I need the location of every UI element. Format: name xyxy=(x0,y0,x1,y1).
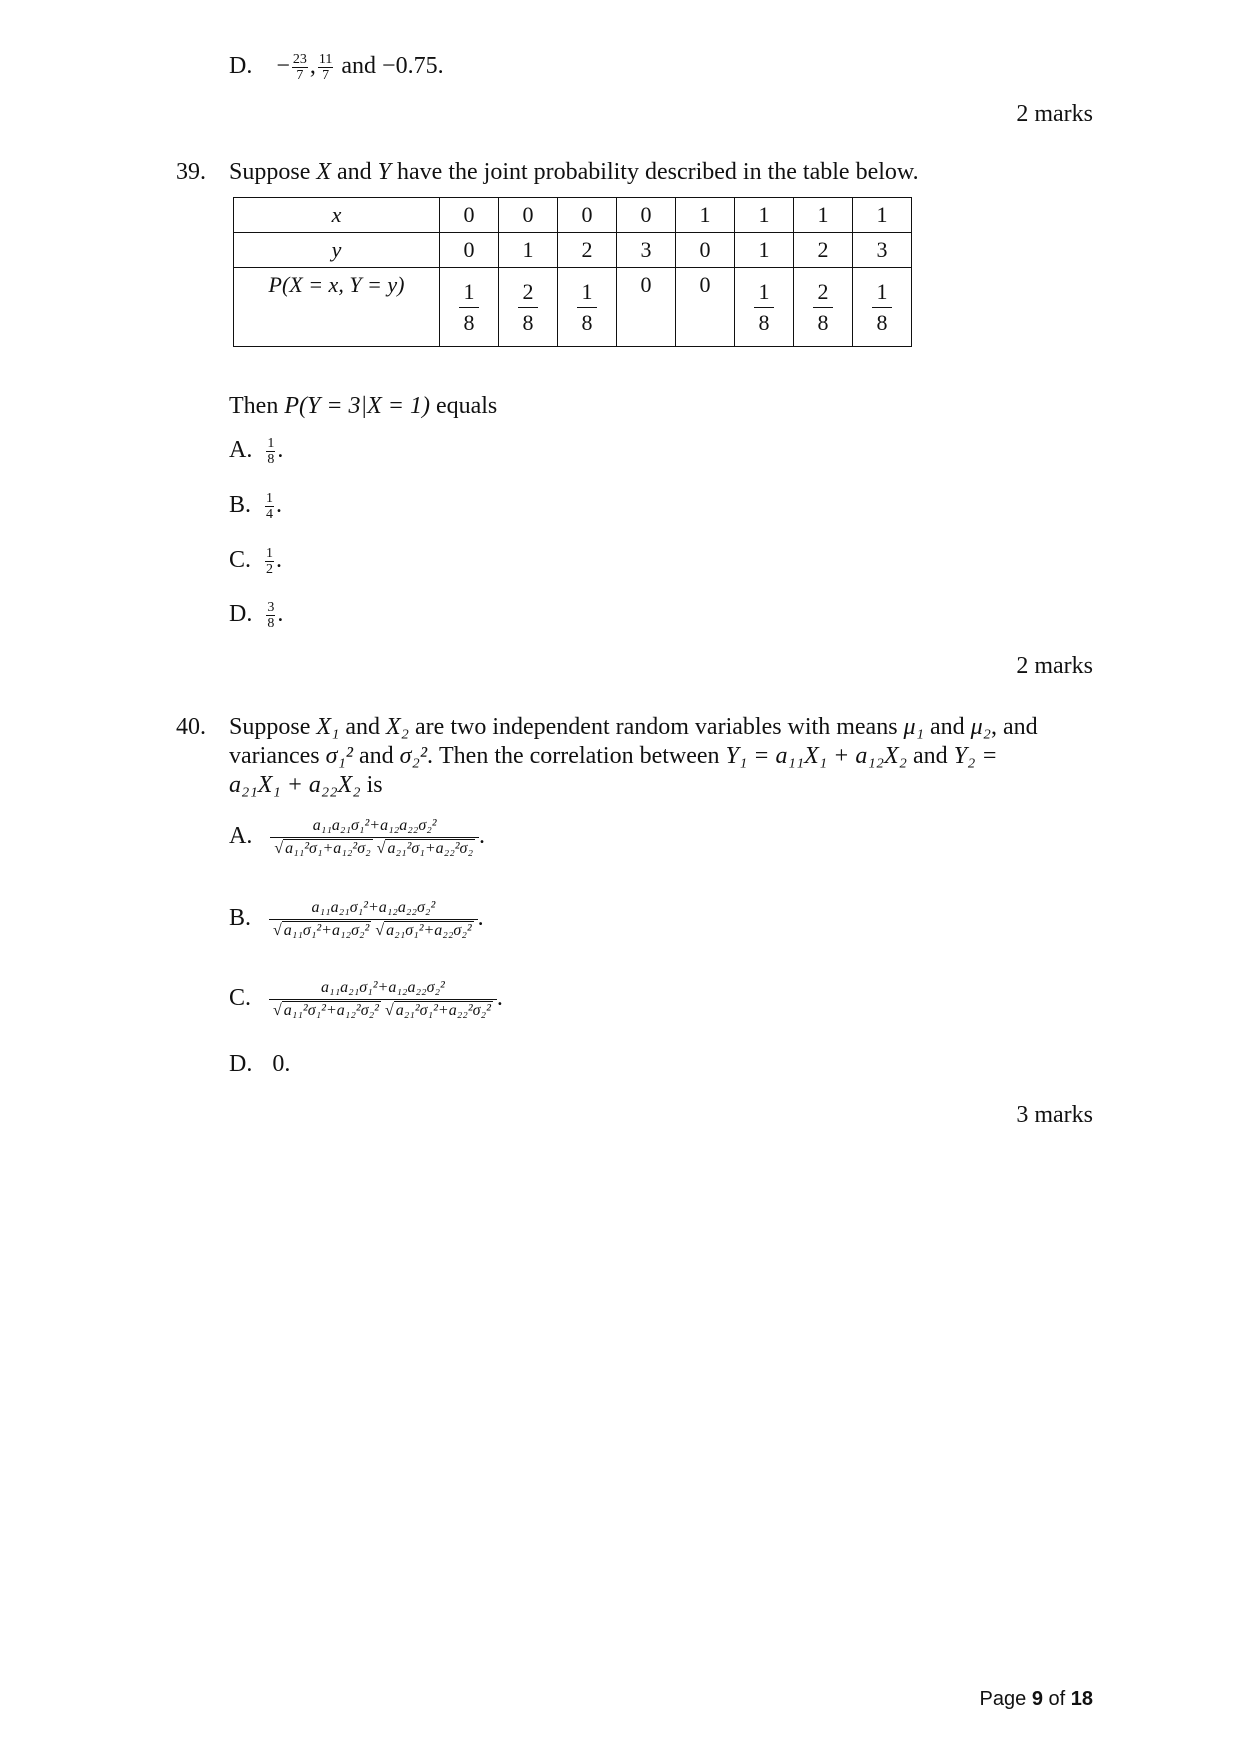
y-cell: 2 xyxy=(794,233,853,268)
y-cell: 1 xyxy=(735,233,794,268)
frac-num: 3 xyxy=(267,600,275,615)
math-var: μ₂ xyxy=(970,714,991,740)
frac-den: 8 xyxy=(581,309,593,335)
frac-den: 4 xyxy=(266,507,274,522)
frac-den: 7 xyxy=(322,68,330,83)
x-cell: 1 xyxy=(794,198,853,233)
frac-num: 11 xyxy=(318,52,333,67)
frac-num: a₁₁a₂₁σ₁²+a₁₂a₂₂σ₂² xyxy=(311,899,436,916)
stem-text: . Then the correlation between xyxy=(427,743,726,769)
q39-question xyxy=(229,392,497,420)
table-row-probability xyxy=(234,268,912,347)
table-row-x xyxy=(234,198,912,233)
x-cell: 1 xyxy=(735,198,794,233)
math-var: Y xyxy=(377,159,392,185)
frac-den: 2 xyxy=(266,562,274,577)
math-var: μ₁ xyxy=(903,714,924,740)
y-cell: 3 xyxy=(853,233,912,268)
of-word: of xyxy=(1048,1688,1066,1710)
q40-option-b: B. $\frac{\text{a₁₁a₂₁σ₁²+a₁₂a₂₂σ₂²}}{\text{√ a₁₁σ₁²+a₁₂σ₂² √ a₂₁σ₁²+a₂₂σ₂²}}$ . xyxy=(229,899,484,939)
x-cell: 0 xyxy=(440,198,499,233)
q39-option-b: B. $\frac{1}{4}$ . xyxy=(229,491,283,522)
q40-line1 xyxy=(229,713,1038,741)
frac-den: 8 xyxy=(817,309,829,335)
q40-line2 xyxy=(229,742,998,770)
option-letter: D. xyxy=(229,53,253,80)
option-letter: A. xyxy=(229,437,253,464)
y-cell: 3 xyxy=(617,233,676,268)
prob-cell: 0 xyxy=(617,268,676,347)
option-letter: B. xyxy=(229,492,252,519)
math-expression: Y₁ = a₁₁X₁ + a₁₂X₂ xyxy=(725,743,908,769)
row-label: y xyxy=(234,233,440,268)
y-cell: 1 xyxy=(499,233,558,268)
marks-39: 2 marks xyxy=(1016,653,1093,679)
row-label: x xyxy=(234,198,440,233)
frac-num: a₁₁a₂₁σ₁²+a₁₂a₂₂σ₂² xyxy=(312,817,437,834)
q39-option-c: C. $\frac{1}{2}$ . xyxy=(229,546,283,577)
stem-text: have the joint probability described in the table below. xyxy=(391,159,919,185)
frac-num: 1 xyxy=(266,491,274,506)
math-var: X₂ xyxy=(386,714,410,740)
marks-40: 3 marks xyxy=(1016,1102,1093,1128)
fraction xyxy=(292,52,308,83)
neg-sign: − xyxy=(276,53,290,80)
prob-cell xyxy=(853,268,912,347)
math-expression: Y₂ = xyxy=(953,743,998,769)
x-cell: 0 xyxy=(617,198,676,233)
q39-number: 39. xyxy=(176,159,206,185)
option-letter: D. xyxy=(229,1051,253,1077)
stem-text: and xyxy=(907,743,954,769)
radicand: a₁₁²σ₁²+a₁₂²σ₂² xyxy=(283,1002,379,1019)
option-letter: D. xyxy=(229,601,253,628)
frac-den: 8 xyxy=(758,309,770,335)
frac-num: 1 xyxy=(581,278,593,304)
q40-option-d xyxy=(229,1050,290,1078)
prob-cell xyxy=(735,268,794,347)
option-letter: A. xyxy=(229,823,253,850)
x-cell: 0 xyxy=(558,198,617,233)
frac-den: 8 xyxy=(267,616,275,631)
page-word: Page xyxy=(979,1688,1027,1710)
y-cell: 0 xyxy=(440,233,499,268)
page-total: 18 xyxy=(1070,1688,1093,1710)
stem-text: and xyxy=(339,714,387,740)
radicand: a₂₁²σ₁+a₂₂²σ₂ xyxy=(387,840,473,857)
frac-den: 8 xyxy=(267,452,275,467)
q40-line3 xyxy=(229,771,383,799)
q39-option-a: A. $\frac{1}{8}$ . xyxy=(229,436,284,467)
frac-den: 8 xyxy=(522,309,534,335)
prob-cell xyxy=(558,268,617,347)
q40-option-a: A. $\frac{\text{a₁₁a₂₁σ₁²+a₁₂a₂₂σ₂²}}{\text{√ a₁₁²σ₁+a₁₂²σ₂ √ a₂₁²σ₁+a₂₂²σ₂}}$ . xyxy=(229,817,485,857)
q40-option-c: C. $\frac{\text{a₁₁a₂₁σ₁²+a₁₂a₂₂σ₂²}}{\text{√ a₁₁²σ₁²+a₁₂²σ₂² √ a₂₁²σ₁²+a₂₂²σ₂²}}$ . xyxy=(229,979,503,1019)
fraction xyxy=(318,52,333,83)
row-label: P(X = x, Y = y) xyxy=(234,268,440,347)
stem-text: and xyxy=(352,743,400,769)
math-var: σ₁² xyxy=(325,743,353,769)
stem-text: is xyxy=(360,772,383,798)
option-letter: B. xyxy=(229,905,252,932)
radicand: a₁₁²σ₁+a₁₂²σ₂ xyxy=(285,840,371,857)
q39-stem xyxy=(229,158,919,186)
y-cell: 2 xyxy=(558,233,617,268)
x-cell: 0 xyxy=(499,198,558,233)
stem-text: Suppose xyxy=(229,159,317,185)
table-row-y xyxy=(234,233,912,268)
stem-text: are two independent random variables with means xyxy=(409,714,904,740)
prob-cell xyxy=(794,268,853,347)
option-letter: C. xyxy=(229,547,252,574)
prob-cell xyxy=(440,268,499,347)
math-expression: P(Y = 3|X = 1) xyxy=(284,393,430,419)
math-var: X xyxy=(316,159,332,185)
stem-text: , and xyxy=(990,714,1038,740)
page-footer xyxy=(980,1688,1093,1711)
frac-num: 1 xyxy=(876,278,888,304)
radicand: a₂₁σ₁²+a₂₂σ₂² xyxy=(386,922,472,939)
x-cell: 1 xyxy=(676,198,735,233)
radicand: a₁₁σ₁²+a₁₂σ₂² xyxy=(283,922,370,939)
frac-num: 1 xyxy=(463,278,475,304)
math-var: X₁ xyxy=(316,714,340,740)
stem-text: variances xyxy=(229,743,326,769)
joint-probability-table xyxy=(233,197,912,347)
frac-num: 2 xyxy=(817,278,829,304)
frac-den: 8 xyxy=(463,309,475,335)
marks-38: 2 marks xyxy=(1016,101,1093,127)
math-expression: a₂₁X₁ + a₂₂X₂ xyxy=(229,772,361,798)
frac-num: 2 xyxy=(522,278,534,304)
frac-num: 1 xyxy=(267,436,275,451)
prob-cell: 0 xyxy=(676,268,735,347)
math-var: σ₂² xyxy=(399,743,428,769)
option-tail: and −0.75. xyxy=(341,53,444,80)
y-cell: 0 xyxy=(676,233,735,268)
prev-option-d: D. − $\frac{23}{7}$ , $\frac{11}{7}$ and −0.75. xyxy=(229,52,444,83)
q40-number: 40. xyxy=(176,714,206,740)
frac-num: a₁₁a₂₁σ₁²+a₁₂a₂₂σ₂² xyxy=(321,979,445,996)
q39-option-d: D. $\frac{3}{8}$ . xyxy=(229,600,284,631)
prob-cell xyxy=(499,268,558,347)
option-value: 0. xyxy=(272,1051,291,1077)
x-cell: 1 xyxy=(853,198,912,233)
radicand: a₂₁²σ₁²+a₂₂²σ₂² xyxy=(395,1002,491,1019)
option-letter: C. xyxy=(229,985,252,1012)
frac-num: 23 xyxy=(292,52,307,67)
frac-den: 7 xyxy=(296,68,304,83)
frac-den: 8 xyxy=(876,309,888,335)
frac-num: 1 xyxy=(758,278,770,304)
stem-text: and xyxy=(331,159,378,185)
page-number: 9 xyxy=(1031,1688,1043,1710)
frac-num: 1 xyxy=(266,546,274,561)
stem-text: and xyxy=(923,714,971,740)
stem-text: Suppose xyxy=(229,714,317,740)
question-text: equals xyxy=(429,393,498,419)
question-text: Then xyxy=(229,393,285,419)
